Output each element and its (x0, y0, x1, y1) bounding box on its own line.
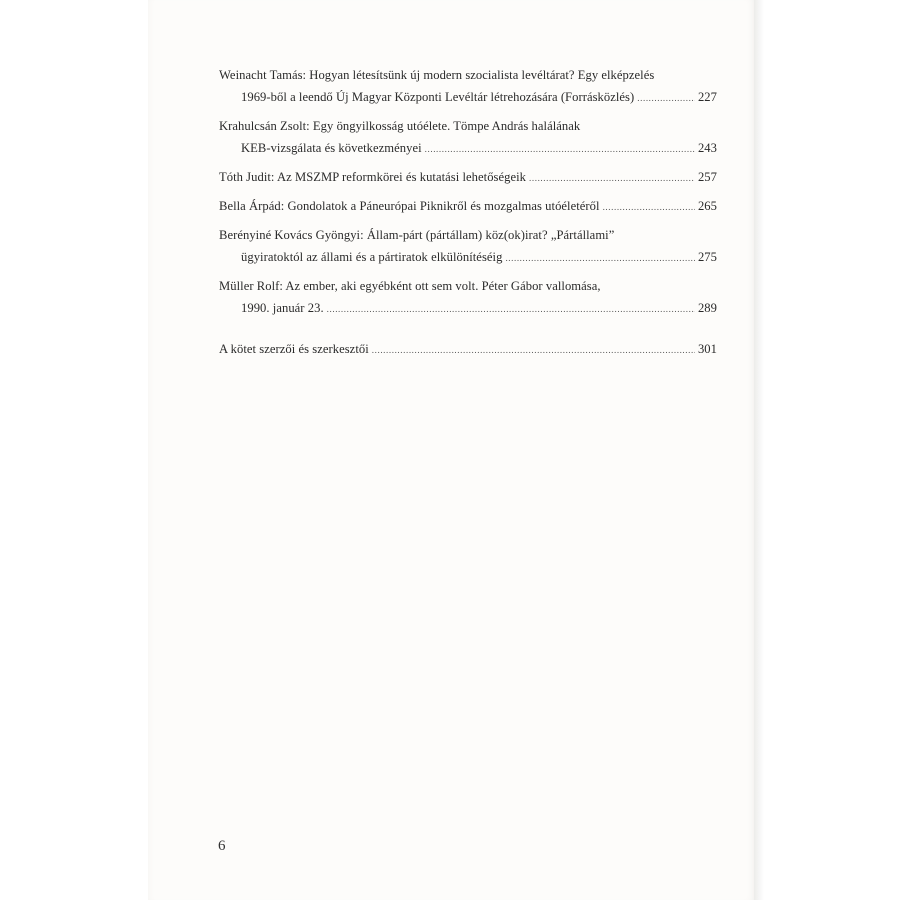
toc-entry-page-number: 265 (697, 199, 717, 213)
dot-leader (505, 247, 695, 268)
toc-entry-page-number: 227 (697, 90, 717, 104)
toc-entry-muller (219, 275, 717, 319)
toc-entry-toth (219, 166, 717, 188)
dot-leader (637, 87, 695, 108)
toc-entry-authors-editors (219, 338, 717, 360)
toc-entry-title-line: 1990. január 23. (241, 301, 324, 315)
dot-leader (327, 298, 695, 319)
toc-entry-krahulcsan (219, 115, 717, 159)
toc-entry-title-line: A kötet szerzői és szerkesztői (219, 342, 369, 356)
toc-entry-leader-row (219, 246, 717, 268)
page-number: 6 (218, 838, 226, 854)
toc-entry-title-line: Krahulcsán Zsolt: Egy öngyilkosság utóélete. Tömpe András halálának (219, 119, 581, 133)
toc-entry-page-number: 301 (697, 342, 717, 356)
toc-entry-title-line: Berényiné Kovács Gyöngyi: Állam-párt (pártállam) köz(ok)irat? „Pártállami” (219, 228, 615, 242)
section-gap (219, 326, 717, 338)
toc-entry-title-line: ügyiratoktól az állami és a pártiratok elkülönítéséig (241, 250, 503, 264)
toc-entry-leader-row (219, 86, 717, 108)
toc-entry-leader-row (219, 137, 717, 159)
toc-entry-weinacht (219, 64, 717, 108)
toc-entry-title-line: Weinacht Tamás: Hogyan létesítsünk új modern szocialista levéltárat? Egy elképzelés (219, 68, 655, 82)
toc-entry-title-line: Bella Árpád: Gondolatok a Páneurópai Piknikről és mozgalmas utóéletéről (219, 199, 600, 213)
page-edge-shadow (754, 0, 764, 900)
dot-leader (603, 196, 695, 217)
toc-entry-leader-row (219, 195, 717, 217)
dot-leader (372, 339, 695, 360)
table-of-contents (219, 64, 717, 367)
toc-entry-berenyine (219, 224, 717, 268)
toc-entry-title-line: 1969-ből a leendő Új Magyar Központi Levéltár létrehozására (Forrásközlés) (241, 90, 635, 104)
toc-entry-page-number: 275 (697, 250, 717, 264)
dot-leader (425, 138, 695, 159)
toc-entry-page-number: 243 (697, 141, 717, 155)
dot-leader (529, 167, 695, 188)
toc-entry-title-line: Müller Rolf: Az ember, aki egyébként ott sem volt. Péter Gábor vallomása, (219, 279, 601, 293)
toc-entry-page-number: 289 (697, 301, 717, 315)
toc-entry-leader-row (219, 166, 717, 188)
toc-entry-leader-row (219, 297, 717, 319)
toc-entry-page-number: 257 (697, 170, 717, 184)
toc-entry-title-line: KEB-vizsgálata és következményei (241, 141, 422, 155)
toc-entry-leader-row (219, 338, 717, 360)
toc-entry-title-line: Tóth Judit: Az MSZMP reformkörei és kutatási lehetőségeik (219, 170, 527, 184)
toc-entry-bella (219, 195, 717, 217)
